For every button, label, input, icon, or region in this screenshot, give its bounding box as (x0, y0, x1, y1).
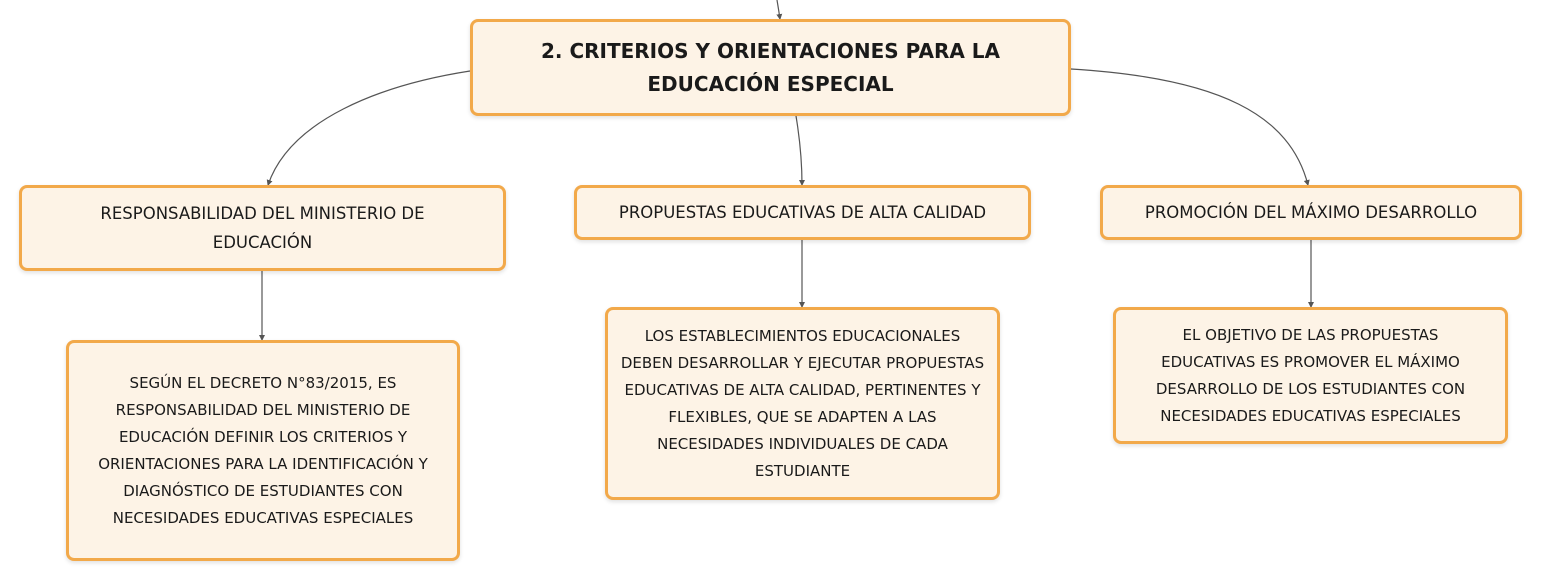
detail-node-text: EL OBJETIVO DE LAS PROPUESTAS EDUCATIVAS ES PROMOVER EL MÁXIMO DESARROLLO DE LOS ESTUDIANTES CON NECESIDADES EDUCATIVAS ESPECIALES (1155, 325, 1466, 425)
detail-node-ministerio[interactable] (66, 340, 460, 561)
detail-node-text: LOS ESTABLECIMIENTOS EDUCACIONALES DEBEN DESARROLLAR Y EJECUTAR PROPUESTAS EDUCATIVAS DE ALTA CALIDAD, PERTINENTES Y FLEXIBLES, QUE SE ADAPTEN A LAS NECESIDADES INDIVIDUALES DE CADA ESTUDIANTE (620, 326, 985, 480)
root-node[interactable] (470, 19, 1071, 116)
connector-root-to-branch-1 (268, 71, 470, 185)
branch-node-label: RESPONSABILIDAD DEL MINISTERIO DE EDUCACIÓN (100, 204, 425, 252)
branch-node-label: PROMOCIÓN DEL MÁXIMO DESARROLLO (1144, 203, 1478, 222)
branch-node-promocion[interactable] (1100, 185, 1522, 240)
branch-node-label: PROPUESTAS EDUCATIVAS DE ALTA CALIDAD (618, 203, 987, 222)
root-node-label: 2. CRITERIOS Y ORIENTACIONES PARA LA EDUCACIÓN ESPECIAL (540, 38, 1001, 96)
branch-node-propuestas[interactable] (574, 185, 1031, 240)
detail-node-promocion[interactable] (1113, 307, 1508, 444)
branch-node-ministerio[interactable] (19, 185, 506, 271)
connector-root-to-branch-3 (1071, 69, 1308, 185)
detail-node-propuestas[interactable] (605, 307, 1000, 500)
detail-node-text: SEGÚN EL DECRETO N°83/2015, ES RESPONSABILIDAD DEL MINISTERIO DE EDUCACIÓN DEFINIR LOS CRITERIOS Y ORIENTACIONES PARA LA IDENTIFICACIÓN Y DIAGNÓSTICO DE ESTUDIANTES CON NECESIDADES EDUCATIVAS ESPECIALES (98, 373, 428, 527)
connector-root-to-branch-2 (796, 116, 802, 185)
connector-incoming-root (777, 0, 780, 19)
